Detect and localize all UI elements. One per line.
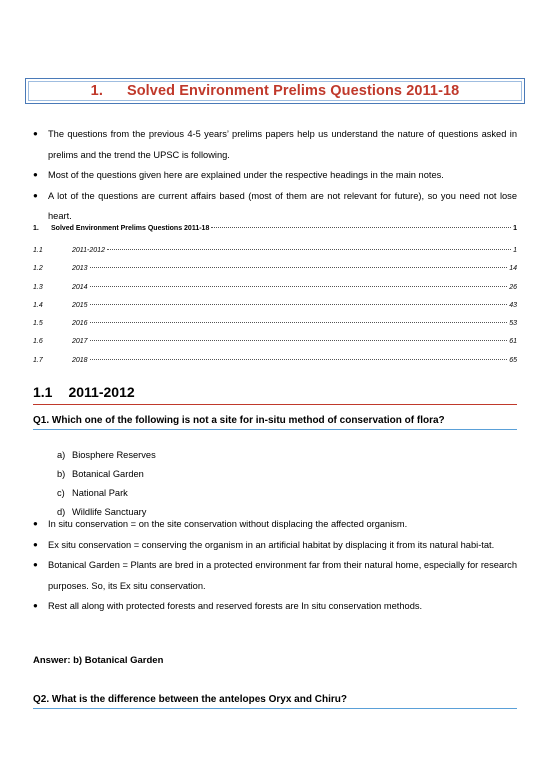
- section-heading: [33, 384, 517, 405]
- explanation-text: Ex situ conservation = conserving the organism in an artificial habitat by displacing it from its natural habi-tat.: [48, 539, 495, 550]
- toc-page: 53: [509, 320, 517, 328]
- intro-bullet: [33, 186, 517, 227]
- toc-number: 1.3: [33, 283, 43, 291]
- toc-entry-main[interactable]: [33, 225, 517, 239]
- explanation-text: Botanical Garden = Plants are bred in a protected environment far from their natural home, especially for research purposes. So, its Ex situ conservation.: [48, 560, 517, 591]
- toc-leader: [90, 340, 508, 341]
- toc-leader: [90, 304, 508, 305]
- toc-label: 2011-2012: [72, 247, 105, 254]
- bullet-icon: ●: [33, 129, 38, 138]
- option-text: Biosphere Reserves: [72, 450, 156, 460]
- intro-bullet: [33, 165, 517, 186]
- toc-entry[interactable]: [33, 357, 517, 375]
- bullet-icon: ●: [33, 170, 38, 179]
- toc-number: 1.6: [33, 338, 43, 346]
- toc-number: 1.: [33, 225, 39, 232]
- toc-label: 2013: [72, 265, 88, 273]
- toc-leader: [90, 359, 508, 360]
- option-item: [57, 446, 156, 465]
- toc-label: 2017: [72, 338, 88, 346]
- toc-page: 1: [513, 225, 517, 232]
- explanation-text: In situ conservation = on the site conservation without displacing the affected organism.: [48, 519, 408, 529]
- table-of-contents: [33, 225, 517, 375]
- answer-options: [57, 446, 156, 522]
- chapter-title-box: [25, 78, 525, 104]
- toc-page: 26: [509, 283, 517, 291]
- bullet-icon: ●: [33, 539, 38, 549]
- toc-leader: [90, 286, 508, 287]
- toc-number: 1.7: [33, 356, 43, 364]
- bullet-icon: ●: [33, 560, 38, 569]
- toc-entry[interactable]: [33, 338, 517, 356]
- option-text: Wildlife Sanctuary: [72, 507, 147, 517]
- toc-label: 2018: [72, 356, 88, 364]
- chapter-title-text: Solved Environment Prelims Questions 2011-18: [126, 83, 460, 99]
- question-heading: Q1. Which one of the following is not a site for in-situ method of conservation of flora?: [33, 415, 517, 430]
- toc-sub-entries: [33, 247, 517, 375]
- question-heading: Q2. What is the difference between the antelopes Oryx and Chiru?: [33, 694, 517, 709]
- explanation-bullet: [33, 596, 517, 617]
- toc-number: 1.4: [33, 301, 43, 309]
- chapter-number: 1.: [90, 83, 103, 99]
- bullet-icon: ●: [33, 519, 38, 528]
- toc-leader: [90, 322, 508, 323]
- toc-number: 1.1: [33, 247, 43, 254]
- option-item: [57, 465, 156, 484]
- explanation-list: [33, 514, 517, 617]
- intro-bullet-list: [33, 124, 517, 227]
- toc-page: 65: [509, 356, 517, 364]
- option-item: [57, 484, 156, 503]
- option-letter: d): [57, 507, 66, 517]
- option-text: Botanical Garden: [72, 469, 144, 479]
- toc-entry[interactable]: [33, 265, 517, 283]
- toc-number: 1.5: [33, 320, 43, 328]
- toc-label: 2014: [72, 283, 88, 291]
- explanation-text: Rest all along with protected forests and reserved forests are In situ conservation methods.: [48, 601, 423, 611]
- toc-page: 43: [509, 301, 517, 309]
- toc-leader: [107, 249, 511, 250]
- intro-bullet: [33, 124, 517, 165]
- toc-page: 14: [509, 265, 517, 273]
- toc-label: 2016: [72, 320, 88, 328]
- toc-entry[interactable]: [33, 247, 517, 265]
- intro-bullet-text: Most of the questions given here are explained under the respective headings in the main notes.: [48, 170, 444, 180]
- toc-entry[interactable]: [33, 284, 517, 302]
- answer-line: Answer: b) Botanical Garden: [33, 655, 164, 666]
- bullet-icon: ●: [33, 190, 38, 200]
- bullet-icon: ●: [33, 601, 38, 610]
- toc-number: 1.2: [33, 265, 43, 273]
- section-title: 2011-2012: [68, 384, 135, 400]
- toc-label: 2015: [72, 301, 88, 309]
- explanation-bullet: [33, 555, 517, 596]
- section-number: 1.1: [33, 384, 53, 400]
- explanation-bullet: [33, 514, 517, 535]
- intro-bullet-text: A lot of the questions are current affairs based (most of them are not relevant for future), so you need not lose heart.: [48, 190, 517, 221]
- chapter-title: [91, 83, 460, 99]
- toc-page: 1: [513, 247, 517, 254]
- intro-bullet-text: The questions from the previous 4-5 years’ prelims papers help us understand the nature of questions asked in prelims and the trend the UPSC is following.: [48, 129, 517, 160]
- option-text: National Park: [72, 488, 128, 498]
- option-letter: a): [57, 450, 66, 460]
- toc-leader: [90, 267, 508, 268]
- toc-entry[interactable]: [33, 320, 517, 338]
- toc-leader: [211, 227, 511, 228]
- toc-label: Solved Environment Prelims Questions 2011-18: [51, 225, 210, 232]
- toc-entry[interactable]: [33, 302, 517, 320]
- option-letter: c): [57, 488, 65, 498]
- explanation-bullet: [33, 535, 517, 556]
- option-letter: b): [57, 469, 66, 479]
- toc-page: 61: [509, 338, 517, 346]
